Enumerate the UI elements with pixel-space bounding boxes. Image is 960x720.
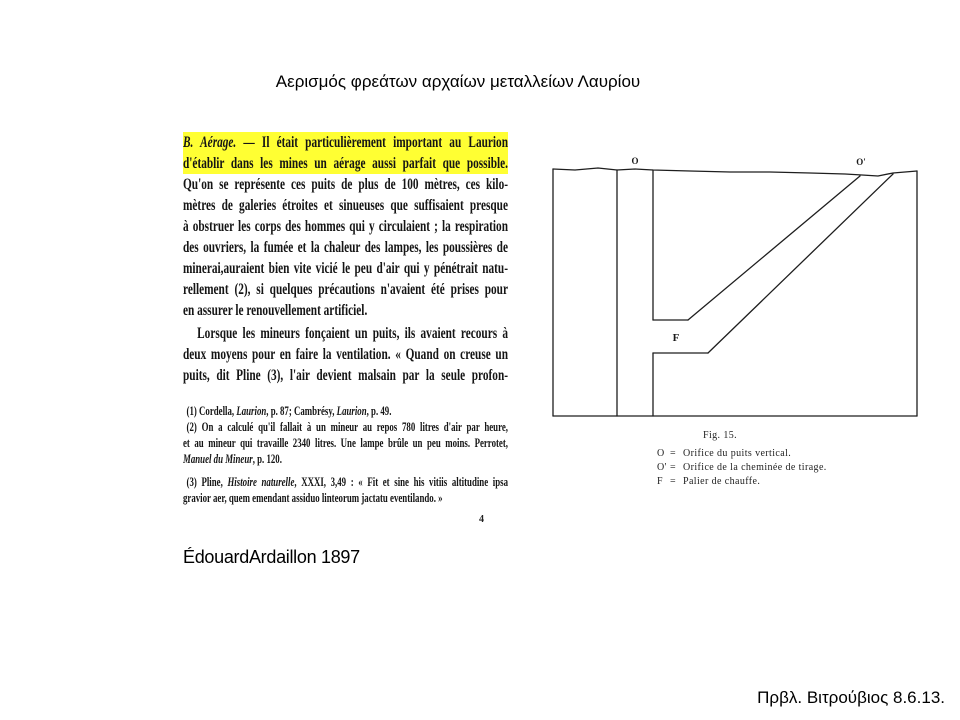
- legend-text: Orifice du puits vertical.: [683, 448, 792, 459]
- excerpt-line: [183, 344, 508, 365]
- excerpt-line-text: rellement (2), si quelques précautions n'avaient été prises pour: [183, 281, 508, 298]
- excerpt-line-text: minerai,auraient bien vite vicié le peu d'air qui y pénétrait natu-: [183, 260, 508, 277]
- excerpt-line: [183, 174, 508, 195]
- excerpt-line-highlighted: [183, 153, 508, 174]
- legend-row: [657, 475, 827, 489]
- footnote-italic: Histoire naturelle: [227, 475, 295, 489]
- footnote-line: [183, 451, 508, 467]
- footnote-text: (3) Pline,: [186, 475, 228, 489]
- footnote-line: [183, 403, 508, 419]
- excerpt-line-text: des ouvriers, la fumée et la chaleur des lampes, les poussières de: [183, 239, 508, 256]
- draught-chimney-inner-wall: [688, 176, 860, 320]
- excerpt-line-text: à obstruer les corps des hommes qui y circulaient ; la respiration: [183, 218, 508, 235]
- legend-separator: =: [670, 476, 677, 487]
- footnote-line: [183, 490, 508, 506]
- footnote-text: , p. 87; Cambrésy,: [266, 404, 337, 418]
- excerpt-line-text: d'établir dans les mines un aérage aussi parfait que possible.: [183, 155, 508, 172]
- excerpt-line-text: mètres de galeries étroites et sinueuses que suffisaient presque: [183, 197, 508, 214]
- legend-separator: =: [670, 448, 677, 459]
- excerpt-line: [183, 365, 508, 386]
- excerpt-line: [183, 216, 508, 237]
- label-chimney-orifice: O': [856, 157, 866, 167]
- legend-text: Orifice de la cheminée de tirage.: [683, 462, 827, 473]
- excerpt-line: [183, 300, 508, 321]
- excerpt-line: [183, 258, 508, 279]
- legend-key: O': [657, 462, 667, 473]
- legend-text: Palier de chauffe.: [683, 476, 761, 487]
- mine-ventilation-diagram: [540, 148, 930, 428]
- figure-legend: [657, 447, 827, 489]
- label-hearth-landing: F: [672, 332, 680, 344]
- footnote-text: et au mineur qui travaille 2340 litres. Une lampe brûle un peu moins. Perrotet,: [183, 436, 508, 450]
- legend-row: [657, 447, 827, 461]
- cross-reference: Πρβλ. Βιτρούβιος 8.6.13.: [757, 688, 945, 707]
- excerpt-line-text: puits, dit Pline (3), l'air devient malsain par la seule profon-: [183, 366, 508, 384]
- excerpt-line-text: Qu'on se représente ces puits de plus de 100 mètres, ces kilo-: [183, 176, 508, 193]
- legend-row: [657, 461, 827, 475]
- footnote-text: , p. 120.: [252, 452, 282, 466]
- source-author: ÉdouardArdaillon 1897: [183, 547, 360, 567]
- figure-caption: Fig. 15.: [703, 430, 738, 441]
- legend-key: F: [657, 476, 663, 487]
- footnote-italic: Manuel du Mineur: [183, 452, 253, 466]
- excerpt-line-text: deux moyens pour en faire la ventilation. « Quand on creuse un: [183, 345, 508, 363]
- excerpt-line: [183, 195, 508, 216]
- slide-title: Αερισμός φρεάτων αρχαίων μεταλλείων Λαυρίου: [275, 72, 641, 91]
- legend-key: O: [657, 448, 665, 459]
- excerpt-line: [183, 237, 508, 258]
- footnote-italic: Laurion: [236, 404, 267, 418]
- footnote-line: [183, 419, 508, 435]
- footnote-text: (2) On a calculé qu'il fallait à un mineur au repos 780 litres d'air par heure,: [186, 420, 508, 434]
- excerpt-line-highlighted: [183, 132, 508, 153]
- footnotes: [183, 403, 508, 506]
- footnote-italic: Laurion: [336, 404, 367, 418]
- excerpt-line: [183, 323, 508, 344]
- excerpt-text: [183, 132, 508, 386]
- footnote-text: (1) Cordella,: [186, 404, 237, 418]
- page-number: 4: [479, 514, 484, 525]
- legend-separator: =: [670, 462, 677, 473]
- excerpt-line-text: — Il était particulièrement important au Laurion: [236, 134, 508, 151]
- footnote-line: [183, 435, 508, 451]
- footnote-text: , XXXI, 3,49 : « Fit et sine his vitiis altitudine ipsa: [294, 475, 508, 489]
- excerpt-line: [183, 279, 508, 300]
- label-shaft-orifice: O: [631, 156, 639, 166]
- footnote-text: , p. 49.: [366, 404, 392, 418]
- footnote-line: [183, 474, 508, 490]
- ground-surface-line: [553, 168, 917, 176]
- draught-chimney-outer-wall: [708, 174, 893, 353]
- section-heading: B. Aérage.: [183, 134, 237, 151]
- excerpt-line-text: en assurer le renouvellement artificiel.: [183, 302, 368, 319]
- excerpt-line-text: Lorsque les mineurs fonçaient un puits, ils avaient recours à: [197, 324, 508, 342]
- footnote-text: gravior aer, quem emendant assiduo linteorum jactatu eventilando. »: [183, 491, 443, 505]
